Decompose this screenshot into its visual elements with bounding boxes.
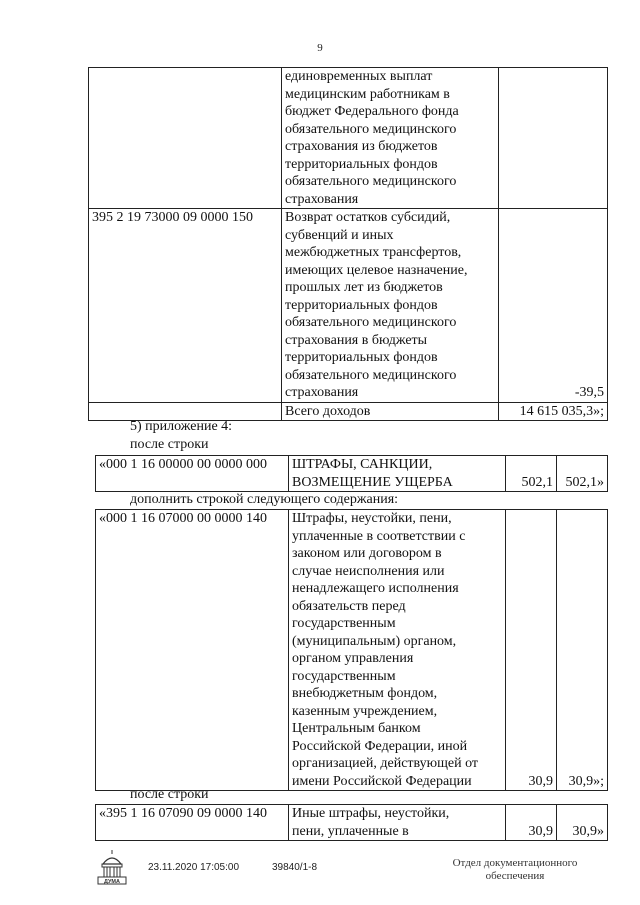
budget-code-cell: «395 1 16 07090 09 0000 140 [96,805,289,841]
description-line: Российской Федерации, иной [292,738,468,754]
table-row [96,510,608,791]
description-line: имеющих целевое назначение, [285,262,468,278]
description-line: Иные штрафы, неустойки, [292,806,450,821]
description-line: органом управления [292,651,414,666]
after-row-paragraph: после строки [130,787,209,802]
amount-cell: 502,1 [506,456,557,492]
description-line: ШТРАФЫ, САНКЦИИ, [292,457,433,472]
description-line: государственным [292,616,396,631]
appendix-paragraph: 5) приложение 4: [130,419,233,434]
description-line: случае неисполнения или [292,563,445,579]
description-line: Штрафы, неустойки, пени, [292,511,452,526]
description-line: Центральным банком [292,721,421,736]
description-cell [282,68,499,209]
description-line: (муниципальным) органом, [292,633,457,649]
description-line: государственным [292,668,396,684]
amount-cell [499,68,608,209]
other-fines-table [95,804,608,841]
description-line: уплаченные в соответствии с [292,528,466,544]
description-line: ненадлежащего исполнения [292,581,459,596]
description-cell [289,510,506,791]
description-line: имени Российской Федерации [292,773,472,789]
description-line: обязательного медицинского [285,315,457,330]
description-line: субвенций и иных [285,227,394,243]
amount-cell: 30,9» [557,805,608,841]
description-line: ВОЗМЕЩЕНИЕ УЩЕРБА [292,474,453,490]
description-line: страхования из бюджетов [285,139,438,154]
budget-code-cell: 395 2 19 73000 09 0000 150 [89,209,282,403]
description-line: бюджет Федерального фонда [285,104,459,119]
description-line: страхования [285,385,359,400]
description-line: обязательств перед [292,598,406,614]
budget-code-cell: «000 1 16 00000 00 0000 000 [96,456,289,492]
duma-logo [95,848,129,888]
description-line: территориальных фондов [285,350,438,365]
budget-code-cell [89,402,282,421]
description-line: организацией, действующей от [292,756,479,771]
document-number: 39840/1-8 [272,862,318,873]
after-row-paragraph: после строки [130,437,209,452]
add-row-paragraph: дополнить строкой следующего содержания: [130,492,399,507]
department-stamp [430,857,600,883]
budget-code-cell [89,68,282,209]
description-line: единовременных выплат [285,69,433,84]
description-cell [289,805,506,841]
description-line: пени, уплаченные в [292,823,409,839]
table-row [96,805,608,841]
description-line: территориальных фондов [285,156,438,172]
description-line: прошлых лет из бюджетов [285,280,443,295]
description-line: межбюджетных трансфертов, [285,245,462,260]
fines-table [95,455,608,492]
new-row-table [95,509,608,791]
table-row [89,402,608,421]
description-line: обязательного медицинского [285,174,457,189]
description-line: страхования [285,191,359,207]
stamp-line: Отдел документационного [452,857,578,869]
description-line: медицинским работникам в [285,86,450,102]
amount-cell: 30,9 [506,510,557,791]
income-table [88,67,608,421]
description-line: обязательного медицинского [285,121,457,137]
amount-cell: 502,1» [557,456,608,492]
description-line: обязательного медицинского [285,367,457,383]
description-line: казенным учреждением, [292,703,438,719]
description-cell [282,209,499,403]
total-amount-cell: 14 615 035,3»; [499,402,608,421]
print-datetime: 23.11.2020 17:05:00 [148,862,240,873]
description-line: внебюджетным фондом, [292,686,438,701]
duma-building-icon [95,848,129,888]
description-line: законом или договором в [292,546,442,561]
table-row [96,456,608,492]
description-line: территориальных фондов [285,297,438,313]
description-cell [282,402,499,421]
description-cell [289,456,506,492]
amount-cell: 30,9»; [557,510,608,791]
table-row [89,68,608,209]
stamp-line: обеспечения [485,870,545,882]
page-number: 9 [317,42,323,54]
budget-code-cell: «000 1 16 07000 00 0000 140 [96,510,289,791]
total-label: Всего доходов [285,403,371,419]
table-row [89,209,608,403]
logo-lettering: ДУМА [104,879,120,885]
amount-cell: -39,5 [499,209,608,403]
amount-cell: 30,9 [506,805,557,841]
description-line: страхования в бюджеты [285,332,428,348]
description-line: Возврат остатков субсидий, [285,210,451,225]
